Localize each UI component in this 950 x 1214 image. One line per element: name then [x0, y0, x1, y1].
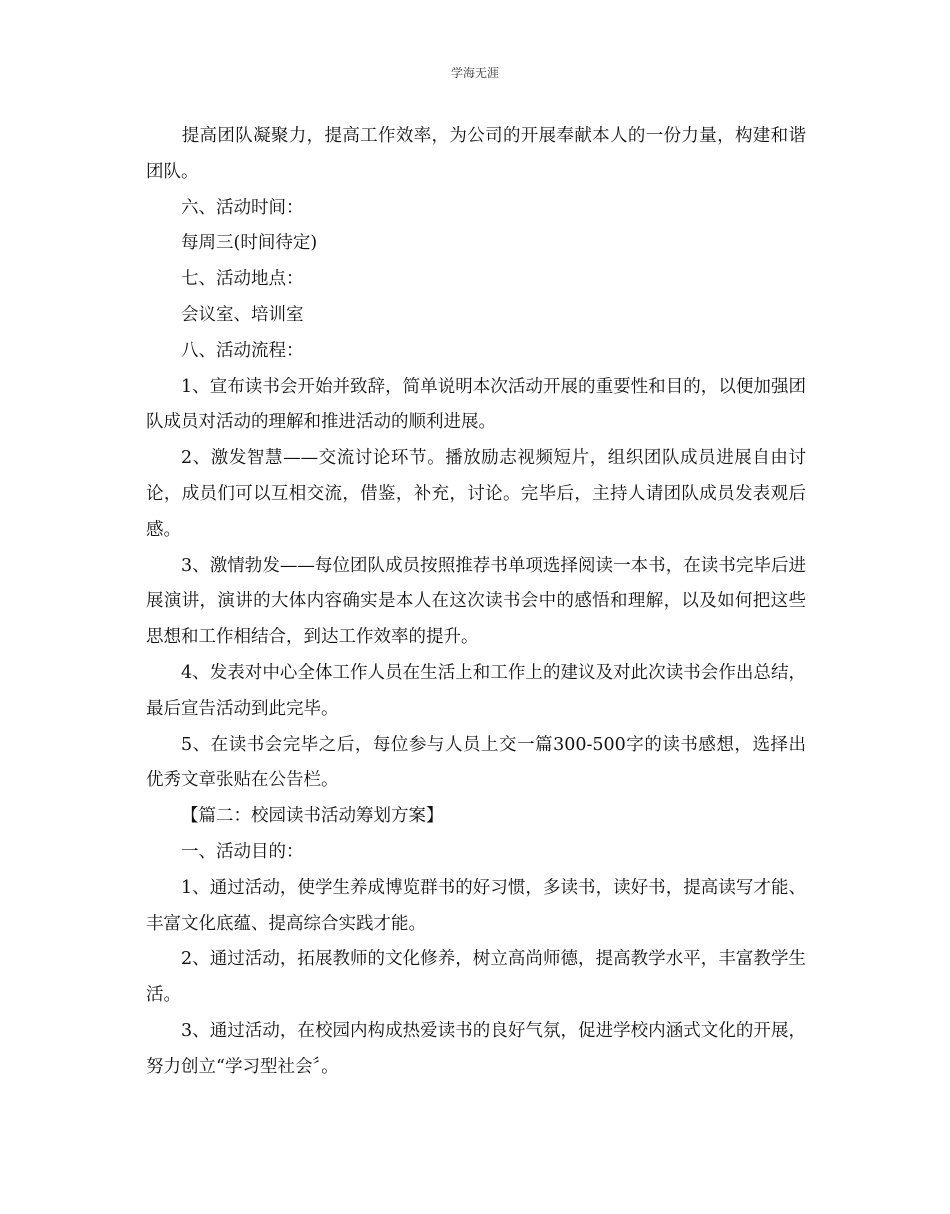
chapter-two-title: 【篇二：校园读书活动筹划方案】	[181, 806, 444, 827]
section-activity-time: 六、活动时间：	[181, 197, 304, 218]
document-body	[146, 119, 806, 1086]
paragraph-time-value: 每周三(时间待定)	[181, 233, 318, 254]
process-step-4: 4、发表对中心全体工作人员在生活上和工作上的建议及对此次读书会作出总结，最后宣告活动到此完毕。	[146, 662, 806, 719]
section-activity-purpose: 一、活动目的：	[181, 841, 304, 862]
paragraph-team-cohesion: 提高团队凝聚力，提高工作效率，为公司的开展奉献本人的一份力量，构建和谐团队。	[146, 126, 806, 182]
purpose-item-3: 3、通过活动，在校园内构成热爱读书的良好气氛，促进学校内涵式文化的开展，努力创立“学习型社会〞。	[146, 1020, 806, 1077]
section-activity-process: 八、活动流程：	[181, 340, 304, 361]
process-step-3: 3、激情勃发——每位团队成员按照推荐书单项选择阅读一本书，在读书完毕后进展演讲，演讲的大体内容确实是本人在这次读书会中的感悟和理解，以及如何把这些思想和工作相结合，到达工作效率的提升。	[146, 555, 806, 648]
process-step-5: 5、在读书会完毕之后，每位参与人员上交一篇300-500字的读书感想，选择出优秀文章张贴在公告栏。	[146, 734, 806, 791]
process-step-1: 1、宣布读书会开始并致辞，简单说明本次活动开展的重要性和目的，以便加强团队成员对活动的理解和推进活动的顺利进展。	[146, 376, 806, 433]
purpose-item-2: 2、通过活动，拓展教师的文化修养，树立高尚师德，提高教学水平，丰富教学生活。	[146, 949, 806, 1006]
page-header: 学海无涯	[450, 66, 499, 80]
section-activity-location: 七、活动地点：	[181, 269, 304, 290]
purpose-item-1: 1、通过活动，使学生养成博览群书的好习惯，多读书，读好书，提高读写才能、丰富文化底蕴、提高综合实践才能。	[146, 877, 806, 934]
paragraph-location-value: 会议室、培训室	[181, 304, 304, 325]
process-step-2: 2、激发智慧——交流讨论环节。播放励志视频短片，组织团队成员进展自由讨论，成员们可以互相交流，借鉴，补充，讨论。完毕后，主持人请团队成员发表观后感。	[146, 448, 806, 540]
